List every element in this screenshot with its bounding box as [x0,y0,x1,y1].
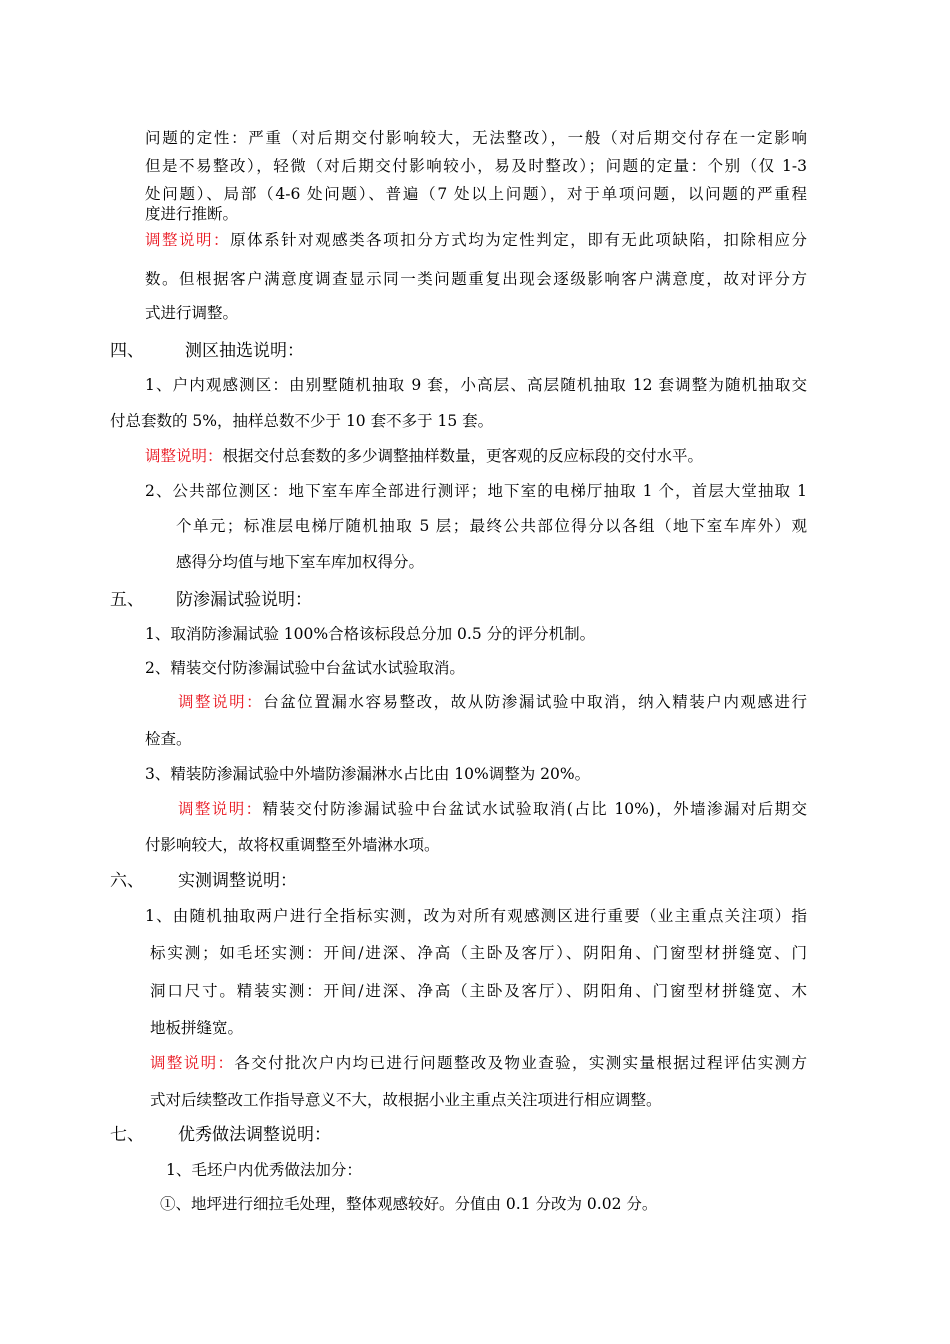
paragraph-line: 3、精装防渗漏试验中外墙防渗漏淋水占比由 10%调整为 20%。 [145,765,591,783]
paragraph-line: 1、由随机抽取两户进行全指标实测，改为对所有观感测区进行重要（业主重点关注项）指 [145,907,807,925]
paragraph-line: 地板拼缝宽。 [150,1019,244,1037]
section-title: 实测调整说明： [178,871,297,891]
paragraph-line: 付影响较大，故将权重调整至外墙淋水项。 [145,836,440,854]
adjustment-note-line: 调整说明：根据交付总套数的多少调整抽样数量，更客观的反应标段的交付水平。 [145,447,704,465]
paragraph-line: 式对后续整改工作指导意义不大，故根据小业主重点关注项进行相应调整。 [150,1091,662,1109]
paragraph-line: 感得分均值与地下室车库加权得分。 [176,553,425,571]
section-title: 优秀做法调整说明： [178,1125,331,1145]
adjustment-note-line: 调整说明：台盆位置漏水容易整改，故从防渗漏试验中取消，纳入精装户内观感进行 [178,693,807,711]
section-number: 四、 [110,341,144,361]
section-title: 防渗漏试验说明： [176,590,312,610]
paragraph-line: 2、公共部位测区：地下室车库全部进行测评；地下室的电梯厅抽取 1 个，首层大堂抽取 1 [145,482,807,500]
paragraph-line: ①、地坪进行细拉毛处理，整体观感较好。分值由 0.1 分改为 0.02 分。 [160,1195,658,1213]
paragraph-line: 1、取消防渗漏试验 100%合格该标段总分加 0.5 分的评分机制。 [145,625,596,643]
adjustment-label: 调整说明： [145,231,231,249]
paragraph-line: 数。但根据客户满意度调查显示同一类问题重复出现会逐级影响客户满意度，故对评分方 [145,270,807,288]
paragraph-line: 标实测；如毛坯实测：开间/进深、净高（主卧及客厅）、阴阳角、门窗型材拼缝宽、门 [150,944,807,962]
paragraph-line: 式进行调整。 [145,304,239,322]
paragraph-line: 1、毛坯户内优秀做法加分： [166,1161,362,1179]
paragraph-line: 1、户内观感测区：由别墅随机抽取 9 套，小高层、高层随机抽取 12 套调整为随机抽取交 [145,376,807,394]
section-number: 六、 [110,871,144,891]
adjustment-note-line: 调整说明：精装交付防渗漏试验中台盆试水试验取消(占比 10%)，外墙渗漏对后期交 [178,800,807,818]
adjustment-label: 调整说明： [145,447,223,465]
adjustment-label: 调整说明： [178,800,263,818]
paragraph-line: 检查。 [145,730,192,748]
adjustment-note-line: 调整说明：原体系针对观感类各项扣分方式均为定性判定，即有无此项缺陷，扣除相应分 [145,231,807,249]
paragraph-line: 付总套数的 5%，抽样总数不少于 10 套不多于 15 套。 [110,412,494,430]
paragraph-line: 处问题）、局部（4-6 处问题）、普遍（7 处以上问题），对于单项问题，以问题的严重程 [145,185,807,203]
adjustment-note-line: 调整说明：各交付批次户内均已进行问题整改及物业查验，实测实量根据过程评估实测方 [150,1054,807,1072]
paragraph-line: 问题的定性：严重（对后期交付影响较大，无法整改），一般（对后期交付存在一定影响 [145,129,807,147]
adjustment-label: 调整说明： [150,1054,235,1072]
paragraph-line: 洞口尺寸。精装实测：开间/进深、净高（主卧及客厅）、阴阳角、门窗型材拼缝宽、木 [150,982,807,1000]
section-number: 七、 [110,1125,144,1145]
paragraph-line: 但是不易整改），轻微（对后期交付影响较小，易及时整改）；问题的定量：个别（仅 1-3 [145,157,807,175]
paragraph-line: 2、精装交付防渗漏试验中台盆试水试验取消。 [145,659,465,677]
section-title: 测区抽选说明： [185,341,304,361]
section-number: 五、 [110,590,144,610]
adjustment-label: 调整说明： [178,693,264,711]
paragraph-line: 度进行推断。 [145,205,239,223]
paragraph-line: 个单元；标准层电梯厅随机抽取 5 层；最终公共部位得分以各组（地下室车库外）观 [176,517,807,535]
